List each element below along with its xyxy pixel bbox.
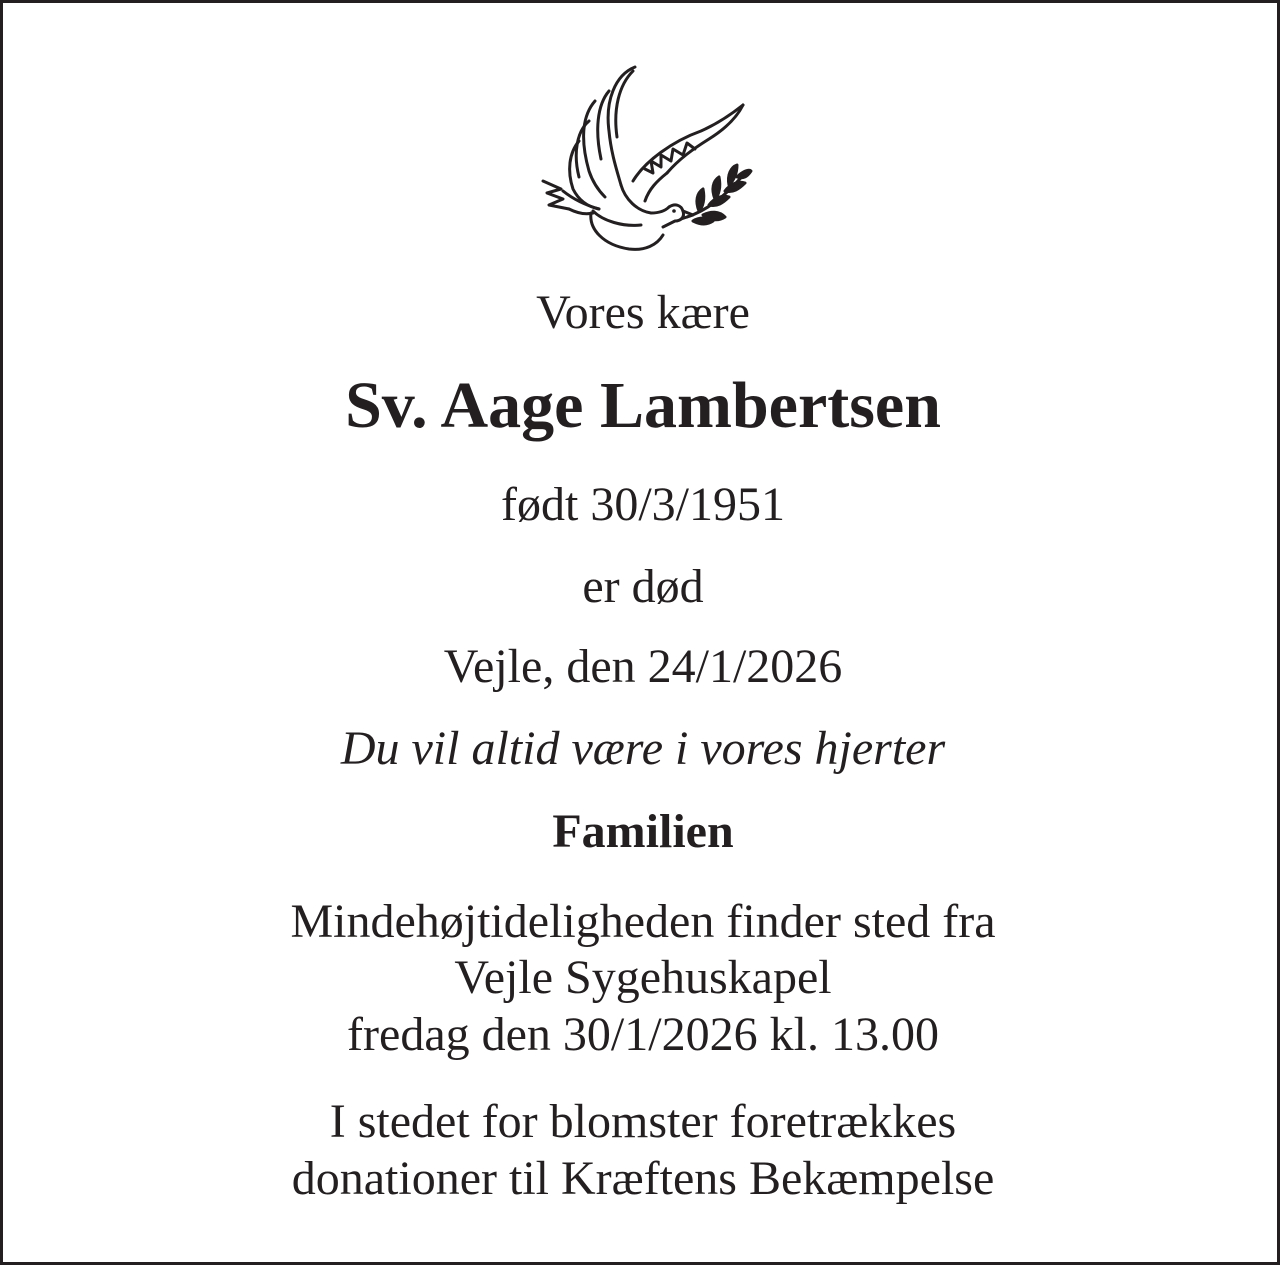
birth-date: født 30/3/1951	[501, 478, 785, 531]
intro-text: Vores kære	[536, 286, 750, 339]
service-line: Mindehøjtideligheden finder sted fra	[290, 895, 996, 948]
donation-line: donationer til Kræftens Bekæmpelse	[291, 1152, 995, 1205]
death-statement: er død	[582, 560, 704, 613]
signature: Familien	[552, 805, 734, 858]
service-line: Vejle Sygehuskapel	[454, 951, 832, 1004]
memorial-verse: Du vil altid være i vores hjerter	[340, 722, 946, 775]
donation-line: I stedet for blomster foretrækkes	[329, 1095, 957, 1148]
dove-with-olive-branch-icon	[533, 61, 753, 261]
place-and-date: Vejle, den 24/1/2026	[443, 640, 843, 693]
service-line: fredag den 30/1/2026 kl. 13.00	[347, 1008, 939, 1061]
deceased-name: Sv. Aage Lambertsen	[345, 369, 941, 442]
